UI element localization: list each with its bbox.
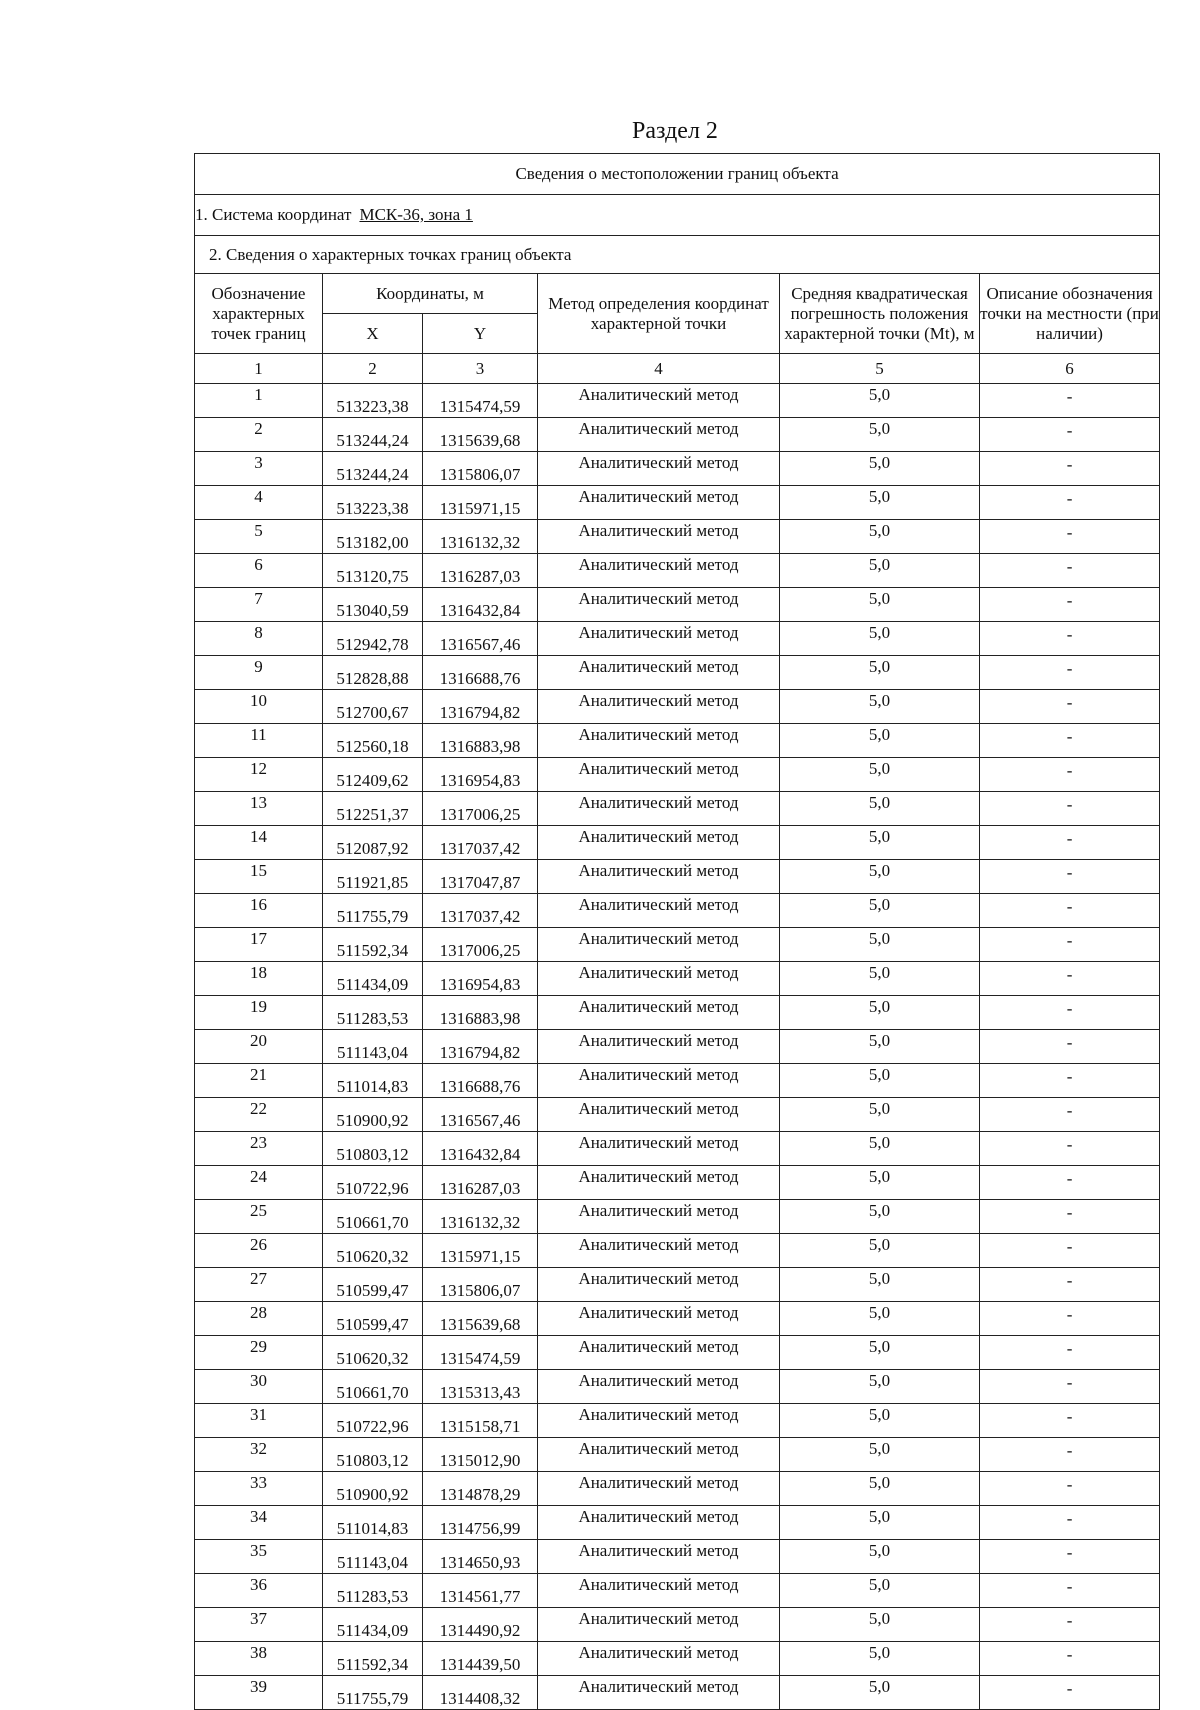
coord-x: 513244,24	[323, 452, 423, 486]
error-cell: 5,0	[780, 554, 980, 588]
point-number: 38	[195, 1642, 323, 1676]
coord-x: 511283,53	[323, 1574, 423, 1608]
description-cell: -	[980, 1030, 1160, 1064]
coord-x: 511143,04	[323, 1030, 423, 1064]
description-cell: -	[980, 962, 1160, 996]
table-row	[195, 1098, 1160, 1132]
header-method: Метод определения координат характерной точки	[538, 274, 780, 354]
description-cell: -	[980, 1098, 1160, 1132]
description-cell: -	[980, 1608, 1160, 1642]
method-cell: Аналитический метод	[538, 1540, 780, 1574]
description-cell: -	[980, 1404, 1160, 1438]
point-number: 36	[195, 1574, 323, 1608]
coord-y: 1316567,46	[423, 622, 538, 656]
point-number: 7	[195, 588, 323, 622]
error-cell: 5,0	[780, 1676, 980, 1710]
error-cell: 5,0	[780, 724, 980, 758]
coord-y: 1316432,84	[423, 1132, 538, 1166]
point-number: 31	[195, 1404, 323, 1438]
description-cell: -	[980, 622, 1160, 656]
table-row	[195, 418, 1160, 452]
description-cell: -	[980, 1506, 1160, 1540]
coord-y: 1316794,82	[423, 1030, 538, 1064]
point-number: 33	[195, 1472, 323, 1506]
table-row	[195, 554, 1160, 588]
method-cell: Аналитический метод	[538, 792, 780, 826]
point-number: 30	[195, 1370, 323, 1404]
coord-y: 1316132,32	[423, 520, 538, 554]
coord-x: 511143,04	[323, 1540, 423, 1574]
section2-label: 2. Сведения о характерных точках границ объекта	[195, 236, 1160, 274]
coord-y: 1317006,25	[423, 792, 538, 826]
method-cell: Аналитический метод	[538, 826, 780, 860]
method-cell: Аналитический метод	[538, 1234, 780, 1268]
table-row	[195, 1234, 1160, 1268]
point-number: 39	[195, 1676, 323, 1710]
point-number: 18	[195, 962, 323, 996]
error-cell: 5,0	[780, 1540, 980, 1574]
coord-y: 1316794,82	[423, 690, 538, 724]
description-cell: -	[980, 1268, 1160, 1302]
header-point: Обозначение характерных точек границ	[195, 274, 323, 354]
coord-x: 511014,83	[323, 1064, 423, 1098]
coord-y: 1317006,25	[423, 928, 538, 962]
table-row	[195, 622, 1160, 656]
coord-y: 1316954,83	[423, 962, 538, 996]
table-row	[195, 486, 1160, 520]
coord-x: 512409,62	[323, 758, 423, 792]
description-cell: -	[980, 1642, 1160, 1676]
description-cell: -	[980, 1438, 1160, 1472]
error-cell: 5,0	[780, 1064, 980, 1098]
boundary-points-table	[194, 153, 1160, 1710]
method-cell: Аналитический метод	[538, 1336, 780, 1370]
description-cell: -	[980, 1370, 1160, 1404]
coord-x: 510900,92	[323, 1472, 423, 1506]
description-cell: -	[980, 520, 1160, 554]
col-number: 1	[195, 354, 323, 384]
coord-x: 511283,53	[323, 996, 423, 1030]
error-cell: 5,0	[780, 962, 980, 996]
method-cell: Аналитический метод	[538, 1404, 780, 1438]
point-number: 19	[195, 996, 323, 1030]
table-title: Сведения о местоположении границ объекта	[195, 154, 1160, 195]
coord-x: 510803,12	[323, 1438, 423, 1472]
point-number: 13	[195, 792, 323, 826]
coord-y: 1315971,15	[423, 486, 538, 520]
description-cell: -	[980, 588, 1160, 622]
coord-y: 1314408,32	[423, 1676, 538, 1710]
method-cell: Аналитический метод	[538, 486, 780, 520]
method-cell: Аналитический метод	[538, 1166, 780, 1200]
method-cell: Аналитический метод	[538, 962, 780, 996]
coord-x: 512087,92	[323, 826, 423, 860]
coord-x: 510661,70	[323, 1200, 423, 1234]
table-row	[195, 1064, 1160, 1098]
coord-y: 1315971,15	[423, 1234, 538, 1268]
error-cell: 5,0	[780, 1098, 980, 1132]
description-cell: -	[980, 656, 1160, 690]
table-row	[195, 1302, 1160, 1336]
description-cell: -	[980, 554, 1160, 588]
table-row	[195, 894, 1160, 928]
point-number: 8	[195, 622, 323, 656]
method-cell: Аналитический метод	[538, 520, 780, 554]
coord-y: 1314650,93	[423, 1540, 538, 1574]
point-number: 22	[195, 1098, 323, 1132]
coord-y: 1316688,76	[423, 656, 538, 690]
point-number: 26	[195, 1234, 323, 1268]
header-coords: Координаты, м	[323, 274, 538, 314]
method-cell: Аналитический метод	[538, 1370, 780, 1404]
coord-y: 1316883,98	[423, 996, 538, 1030]
point-number: 29	[195, 1336, 323, 1370]
coord-y: 1316688,76	[423, 1064, 538, 1098]
point-number: 16	[195, 894, 323, 928]
table-row	[195, 1540, 1160, 1574]
method-cell: Аналитический метод	[538, 724, 780, 758]
col-number: 3	[423, 354, 538, 384]
error-cell: 5,0	[780, 928, 980, 962]
point-number: 11	[195, 724, 323, 758]
description-cell: -	[980, 1472, 1160, 1506]
coord-x: 513223,38	[323, 486, 423, 520]
error-cell: 5,0	[780, 1404, 980, 1438]
table-row	[195, 1642, 1160, 1676]
method-cell: Аналитический метод	[538, 758, 780, 792]
table-row	[195, 1472, 1160, 1506]
point-number: 34	[195, 1506, 323, 1540]
coord-x: 510661,70	[323, 1370, 423, 1404]
coord-y: 1315474,59	[423, 1336, 538, 1370]
coord-system-label: 1. Система координат	[195, 205, 352, 224]
coord-x: 511592,34	[323, 1642, 423, 1676]
description-cell: -	[980, 860, 1160, 894]
error-cell: 5,0	[780, 1370, 980, 1404]
description-cell: -	[980, 894, 1160, 928]
error-cell: 5,0	[780, 860, 980, 894]
description-cell: -	[980, 758, 1160, 792]
point-number: 6	[195, 554, 323, 588]
table-row	[195, 656, 1160, 690]
coord-x: 510900,92	[323, 1098, 423, 1132]
error-cell: 5,0	[780, 1438, 980, 1472]
table-row	[195, 928, 1160, 962]
table-row	[195, 724, 1160, 758]
coord-x: 510722,96	[323, 1166, 423, 1200]
error-cell: 5,0	[780, 622, 980, 656]
point-number: 20	[195, 1030, 323, 1064]
method-cell: Аналитический метод	[538, 1030, 780, 1064]
coord-y: 1317037,42	[423, 826, 538, 860]
description-cell: -	[980, 1336, 1160, 1370]
error-cell: 5,0	[780, 384, 980, 418]
coord-x: 512942,78	[323, 622, 423, 656]
description-cell: -	[980, 792, 1160, 826]
point-number: 12	[195, 758, 323, 792]
coord-x: 510620,32	[323, 1336, 423, 1370]
table-row	[195, 962, 1160, 996]
method-cell: Аналитический метод	[538, 384, 780, 418]
point-number: 25	[195, 1200, 323, 1234]
error-cell: 5,0	[780, 1166, 980, 1200]
coord-x: 511434,09	[323, 1608, 423, 1642]
coord-y: 1316287,03	[423, 554, 538, 588]
coord-x: 511014,83	[323, 1506, 423, 1540]
coord-y: 1316954,83	[423, 758, 538, 792]
description-cell: -	[980, 1574, 1160, 1608]
table-row	[195, 792, 1160, 826]
method-cell: Аналитический метод	[538, 690, 780, 724]
method-cell: Аналитический метод	[538, 588, 780, 622]
method-cell: Аналитический метод	[538, 1302, 780, 1336]
coord-y: 1315158,71	[423, 1404, 538, 1438]
table-row	[195, 1166, 1160, 1200]
error-cell: 5,0	[780, 1608, 980, 1642]
table-title-row	[195, 154, 1160, 195]
method-cell: Аналитический метод	[538, 452, 780, 486]
description-cell: -	[980, 384, 1160, 418]
error-cell: 5,0	[780, 588, 980, 622]
description-cell: -	[980, 1302, 1160, 1336]
error-cell: 5,0	[780, 1336, 980, 1370]
coord-y: 1314490,92	[423, 1608, 538, 1642]
table-row	[195, 1370, 1160, 1404]
error-cell: 5,0	[780, 486, 980, 520]
method-cell: Аналитический метод	[538, 928, 780, 962]
error-cell: 5,0	[780, 452, 980, 486]
method-cell: Аналитический метод	[538, 418, 780, 452]
header-y: Y	[423, 314, 538, 354]
error-cell: 5,0	[780, 792, 980, 826]
table-row	[195, 384, 1160, 418]
error-cell: 5,0	[780, 1268, 980, 1302]
description-cell: -	[980, 1064, 1160, 1098]
table-row	[195, 452, 1160, 486]
coord-y: 1314561,77	[423, 1574, 538, 1608]
table-row	[195, 1132, 1160, 1166]
error-cell: 5,0	[780, 418, 980, 452]
error-cell: 5,0	[780, 1302, 980, 1336]
coord-y: 1314756,99	[423, 1506, 538, 1540]
coord-y: 1315806,07	[423, 452, 538, 486]
coord-x: 510803,12	[323, 1132, 423, 1166]
method-cell: Аналитический метод	[538, 554, 780, 588]
coord-y: 1316883,98	[423, 724, 538, 758]
method-cell: Аналитический метод	[538, 1200, 780, 1234]
point-number: 23	[195, 1132, 323, 1166]
col-number: 6	[980, 354, 1160, 384]
coord-y: 1317047,87	[423, 860, 538, 894]
coord-x: 513120,75	[323, 554, 423, 588]
point-number: 24	[195, 1166, 323, 1200]
table-row	[195, 996, 1160, 1030]
header-x: X	[323, 314, 423, 354]
coord-y: 1315474,59	[423, 384, 538, 418]
coord-y: 1315012,90	[423, 1438, 538, 1472]
point-number: 1	[195, 384, 323, 418]
coord-x: 513040,59	[323, 588, 423, 622]
coord-x: 512251,37	[323, 792, 423, 826]
error-cell: 5,0	[780, 1234, 980, 1268]
col-number: 5	[780, 354, 980, 384]
description-cell: -	[980, 1166, 1160, 1200]
point-number: 35	[195, 1540, 323, 1574]
description-cell: -	[980, 1132, 1160, 1166]
coord-x: 513223,38	[323, 384, 423, 418]
coord-y: 1317037,42	[423, 894, 538, 928]
description-cell: -	[980, 996, 1160, 1030]
column-numbers-row	[195, 354, 1160, 384]
error-cell: 5,0	[780, 894, 980, 928]
coord-x: 512700,67	[323, 690, 423, 724]
error-cell: 5,0	[780, 1132, 980, 1166]
point-number: 21	[195, 1064, 323, 1098]
description-cell: -	[980, 1200, 1160, 1234]
coord-x: 512828,88	[323, 656, 423, 690]
error-cell: 5,0	[780, 690, 980, 724]
coord-system-row	[195, 195, 1160, 236]
method-cell: Аналитический метод	[538, 894, 780, 928]
description-cell: -	[980, 1540, 1160, 1574]
coord-x: 511755,79	[323, 894, 423, 928]
error-cell: 5,0	[780, 1200, 980, 1234]
table-row	[195, 1030, 1160, 1064]
table-row	[195, 758, 1160, 792]
error-cell: 5,0	[780, 1642, 980, 1676]
method-cell: Аналитический метод	[538, 1438, 780, 1472]
point-number: 3	[195, 452, 323, 486]
point-number: 37	[195, 1608, 323, 1642]
method-cell: Аналитический метод	[538, 1574, 780, 1608]
error-cell: 5,0	[780, 826, 980, 860]
method-cell: Аналитический метод	[538, 656, 780, 690]
error-cell: 5,0	[780, 758, 980, 792]
coord-y: 1315639,68	[423, 1302, 538, 1336]
col-number: 2	[323, 354, 423, 384]
header-row-1	[195, 274, 1160, 314]
table-row	[195, 1336, 1160, 1370]
table-row	[195, 1506, 1160, 1540]
coord-x: 513182,00	[323, 520, 423, 554]
coord-x: 511434,09	[323, 962, 423, 996]
coord-x: 511921,85	[323, 860, 423, 894]
error-cell: 5,0	[780, 1574, 980, 1608]
method-cell: Аналитический метод	[538, 1268, 780, 1302]
point-number: 4	[195, 486, 323, 520]
point-number: 14	[195, 826, 323, 860]
error-cell: 5,0	[780, 1506, 980, 1540]
error-cell: 5,0	[780, 520, 980, 554]
method-cell: Аналитический метод	[538, 860, 780, 894]
method-cell: Аналитический метод	[538, 1132, 780, 1166]
table-row	[195, 860, 1160, 894]
description-cell: -	[980, 1234, 1160, 1268]
method-cell: Аналитический метод	[538, 1642, 780, 1676]
method-cell: Аналитический метод	[538, 622, 780, 656]
coord-x: 510599,47	[323, 1302, 423, 1336]
error-cell: 5,0	[780, 996, 980, 1030]
method-cell: Аналитический метод	[538, 1608, 780, 1642]
coord-x: 510722,96	[323, 1404, 423, 1438]
table-row	[195, 1676, 1160, 1710]
point-number: 10	[195, 690, 323, 724]
coord-y: 1316132,32	[423, 1200, 538, 1234]
method-cell: Аналитический метод	[538, 1472, 780, 1506]
coord-system-value: МСК-36, зона 1	[359, 205, 473, 224]
method-cell: Аналитический метод	[538, 1098, 780, 1132]
coord-x: 511755,79	[323, 1676, 423, 1710]
table-row	[195, 520, 1160, 554]
header-desc: Описание обозначения точки на местности (при наличии)	[980, 274, 1160, 354]
table-row	[195, 826, 1160, 860]
description-cell: -	[980, 928, 1160, 962]
page-title: Раздел 2	[632, 118, 718, 144]
coord-y: 1316287,03	[423, 1166, 538, 1200]
point-number: 27	[195, 1268, 323, 1302]
error-cell: 5,0	[780, 1030, 980, 1064]
coord-x: 513244,24	[323, 418, 423, 452]
description-cell: -	[980, 452, 1160, 486]
point-number: 15	[195, 860, 323, 894]
col-number: 4	[538, 354, 780, 384]
coord-y: 1314878,29	[423, 1472, 538, 1506]
error-cell: 5,0	[780, 656, 980, 690]
description-cell: -	[980, 1676, 1160, 1710]
point-number: 17	[195, 928, 323, 962]
method-cell: Аналитический метод	[538, 1676, 780, 1710]
coord-x: 510620,32	[323, 1234, 423, 1268]
header-error: Средняя квадратическая погрешность положения характерной точки (Mt), м	[780, 274, 980, 354]
method-cell: Аналитический метод	[538, 1064, 780, 1098]
method-cell: Аналитический метод	[538, 1506, 780, 1540]
method-cell: Аналитический метод	[538, 996, 780, 1030]
coord-y: 1315806,07	[423, 1268, 538, 1302]
table-row	[195, 1404, 1160, 1438]
point-number: 2	[195, 418, 323, 452]
description-cell: -	[980, 690, 1160, 724]
description-cell: -	[980, 486, 1160, 520]
description-cell: -	[980, 826, 1160, 860]
coord-y: 1314439,50	[423, 1642, 538, 1676]
table-row	[195, 1268, 1160, 1302]
table-row	[195, 1200, 1160, 1234]
coord-y: 1316432,84	[423, 588, 538, 622]
point-number: 28	[195, 1302, 323, 1336]
table-row	[195, 690, 1160, 724]
coord-y: 1316567,46	[423, 1098, 538, 1132]
section2-row	[195, 236, 1160, 274]
point-number: 5	[195, 520, 323, 554]
point-number: 32	[195, 1438, 323, 1472]
coord-y: 1315639,68	[423, 418, 538, 452]
coord-x: 512560,18	[323, 724, 423, 758]
coord-y: 1315313,43	[423, 1370, 538, 1404]
point-number: 9	[195, 656, 323, 690]
coord-x: 510599,47	[323, 1268, 423, 1302]
error-cell: 5,0	[780, 1472, 980, 1506]
coord-x: 511592,34	[323, 928, 423, 962]
description-cell: -	[980, 724, 1160, 758]
table-row	[195, 1574, 1160, 1608]
table-row	[195, 1608, 1160, 1642]
description-cell: -	[980, 418, 1160, 452]
table-row	[195, 1438, 1160, 1472]
table-row	[195, 588, 1160, 622]
